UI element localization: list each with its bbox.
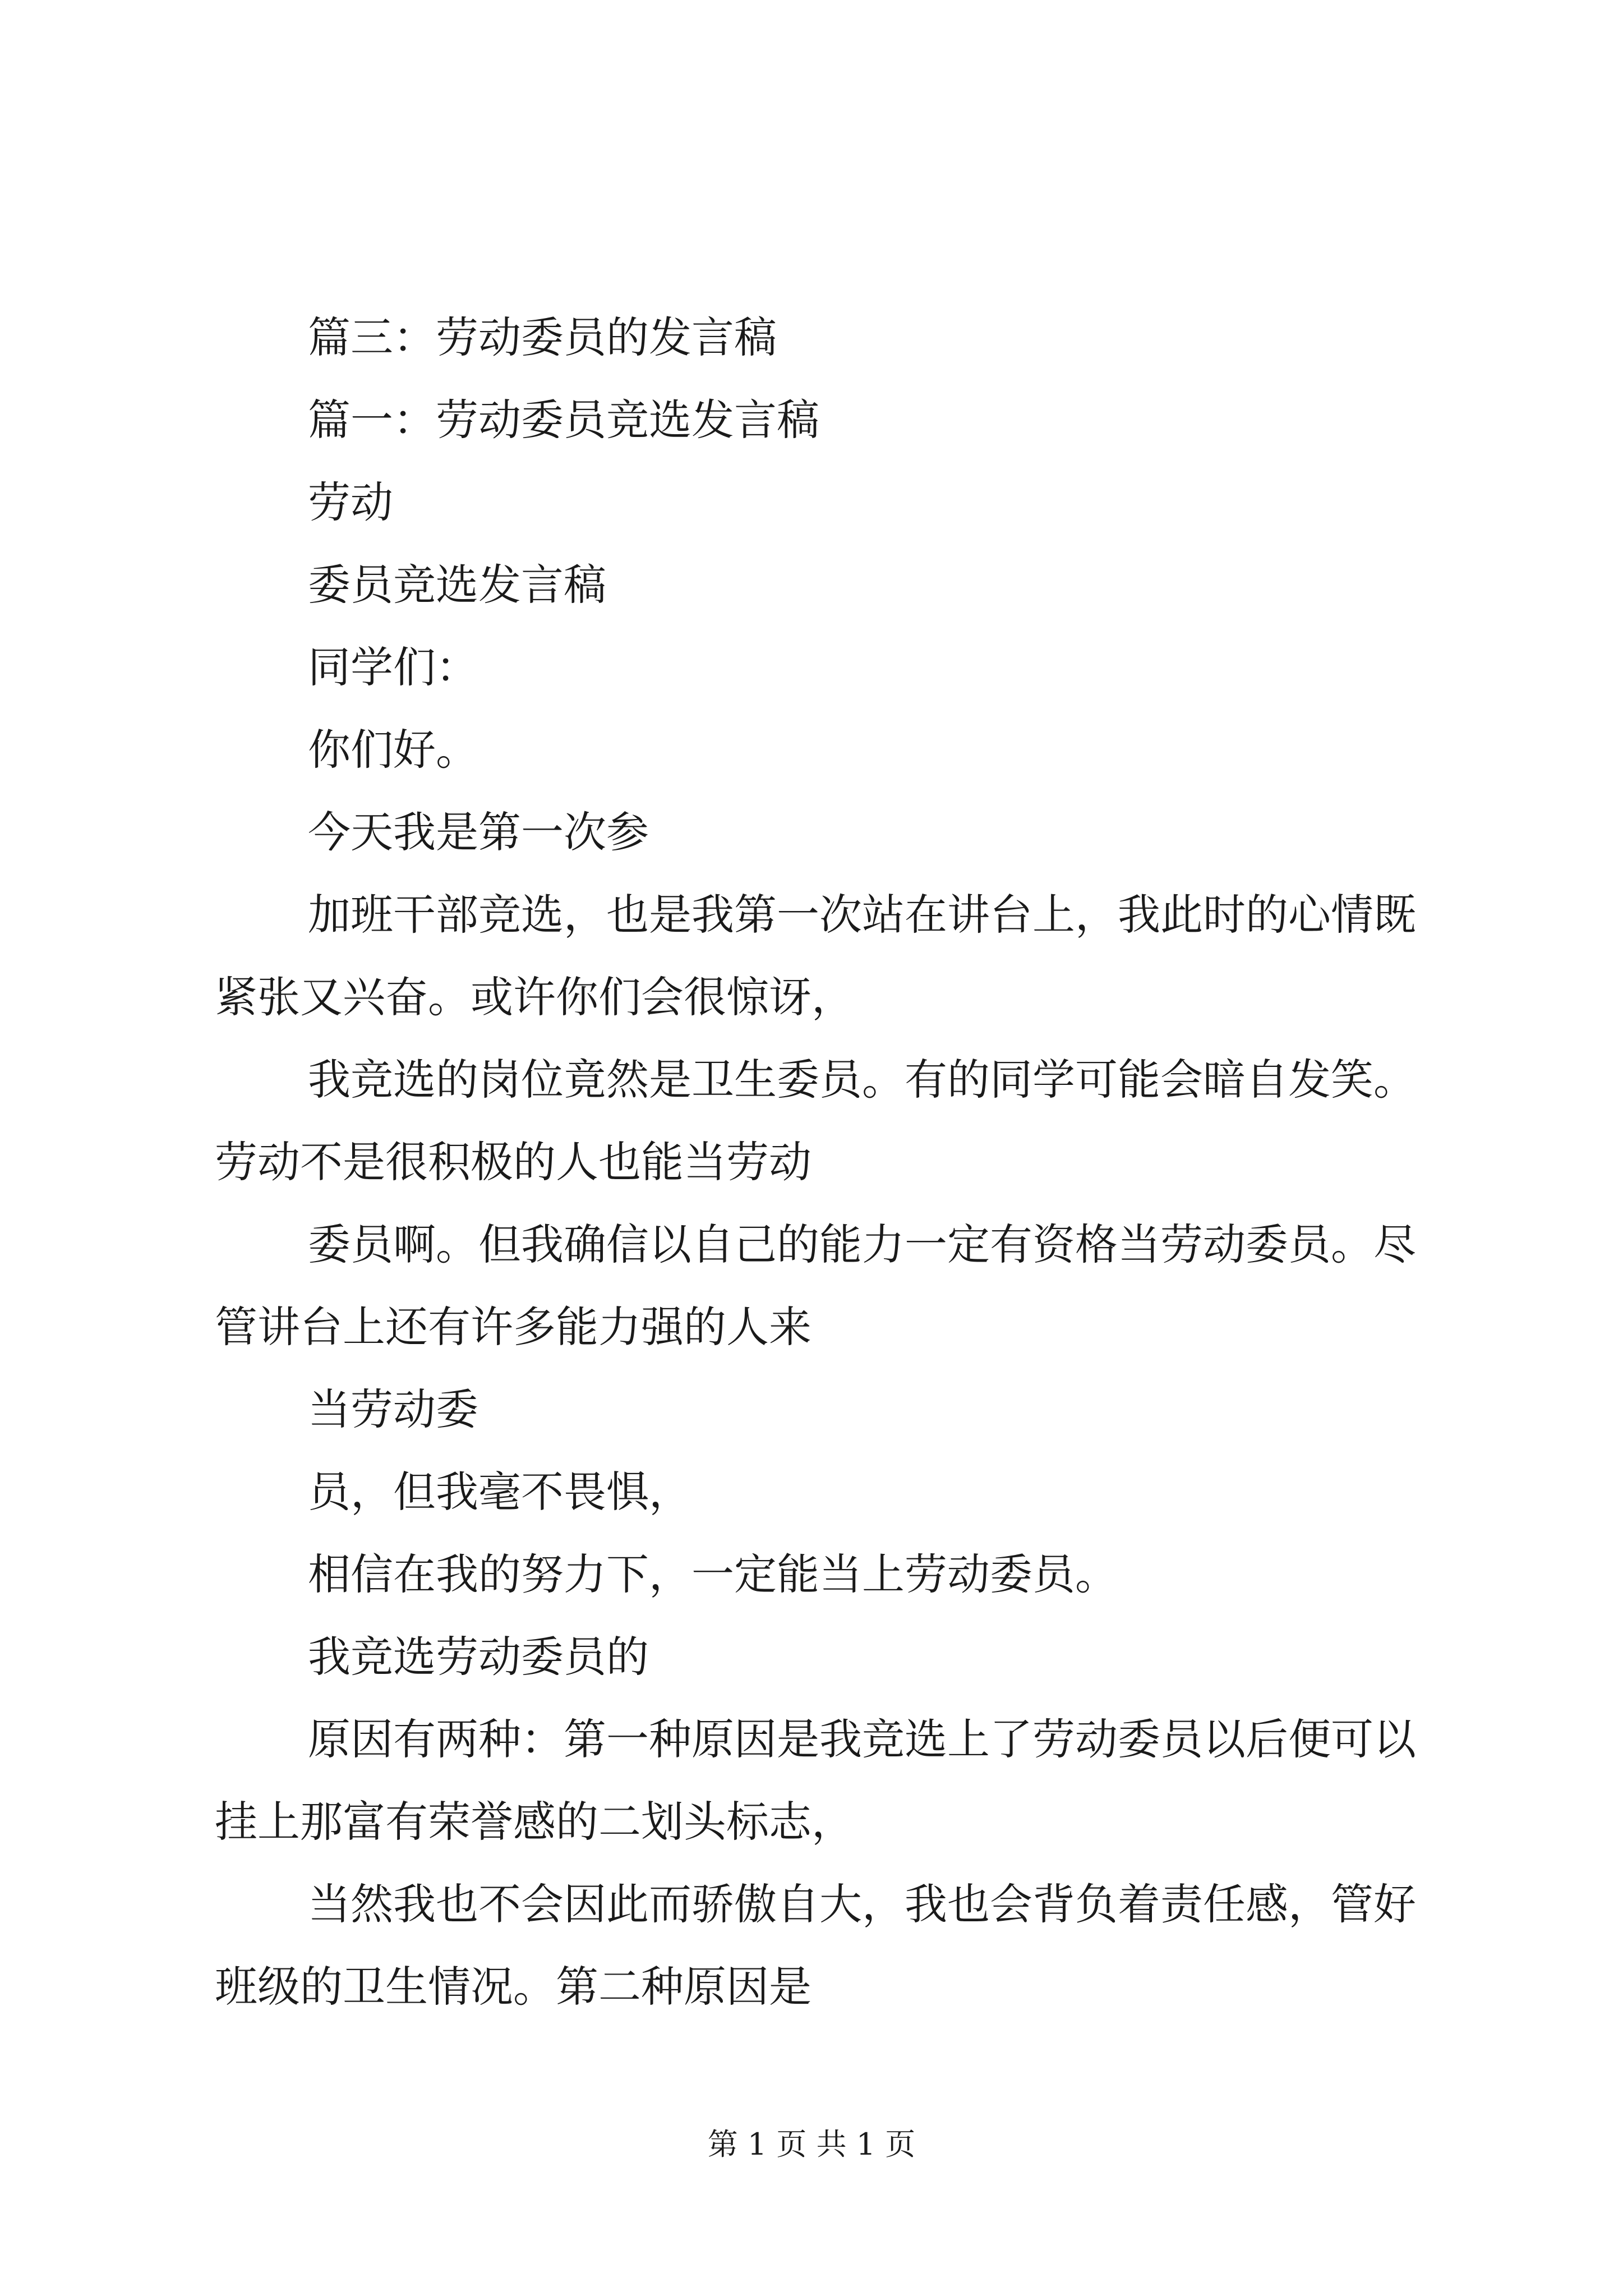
paragraph-line: 班级的卫生情况。第二种原因是 <box>215 1962 811 2012</box>
paragraph-line: 你们好。 <box>308 725 478 775</box>
paragraph <box>215 1451 1437 1533</box>
paragraph <box>215 379 1437 461</box>
paragraph <box>215 791 1437 873</box>
paragraph <box>215 544 1437 626</box>
paragraph-line: 紧张又兴奋。或许你们会很惊讶， <box>215 972 854 1022</box>
paragraph <box>215 1698 1437 1863</box>
paragraph-line: 挂上那富有荣誉感的二划头标志， <box>215 1797 854 1847</box>
paragraph-line: 管讲台上还有许多能力强的人来 <box>215 1302 811 1352</box>
paragraph-line: 委员啊。但我确信以自己的能力一定有资格当劳动委员。尽 <box>308 1220 1416 1269</box>
paragraph <box>215 1203 1437 1368</box>
paragraph <box>215 461 1437 544</box>
paragraph <box>215 626 1437 708</box>
paragraph-line: 当劳动委 <box>308 1384 478 1434</box>
paragraph-line: 加班干部竞选，也是我第一次站在讲台上，我此时的心情既 <box>308 890 1416 940</box>
paragraph <box>215 1616 1437 1698</box>
paragraph-line: 篇三：劳动委员的发言稿 <box>308 312 777 362</box>
page-number-label: 第 1 页 共 1 页 <box>707 2127 916 2162</box>
paragraph-line: 劳动 <box>308 477 393 527</box>
paragraph-line: 我竞选的岗位竟然是卫生委员。有的同学可能会暗自发笑。 <box>308 1055 1416 1105</box>
paragraph <box>215 1368 1437 1451</box>
paragraph <box>215 1533 1437 1616</box>
paragraph <box>215 296 1437 379</box>
paragraph-line: 原因有两种：第一种原因是我竞选上了劳动委员以后便可以 <box>308 1714 1416 1764</box>
paragraph-line: 篇一：劳动委员竞选发言稿 <box>308 395 819 445</box>
paragraph <box>215 873 1437 1038</box>
paragraph-line: 委员竞选发言稿 <box>308 560 606 610</box>
paragraph <box>215 1038 1437 1203</box>
paragraph-line: 员，但我毫不畏惧， <box>308 1467 691 1517</box>
paragraph-line: 今天我是第一次参 <box>308 807 649 857</box>
document-body <box>215 296 1437 2028</box>
paragraph-line: 当然我也不会因此而骄傲自大，我也会背负着责任感，管好 <box>308 1879 1416 1929</box>
paragraph-line: 相信在我的努力下，一定能当上劳动委员。 <box>308 1549 1118 1599</box>
paragraph-line: 同学们： <box>308 642 478 692</box>
page-footer <box>0 2120 1623 2164</box>
paragraph-line: 我竞选劳动委员的 <box>308 1632 649 1682</box>
paragraph <box>215 1863 1437 2028</box>
paragraph <box>215 708 1437 791</box>
paragraph-line: 劳动不是很积极的人也能当劳动 <box>215 1137 811 1187</box>
